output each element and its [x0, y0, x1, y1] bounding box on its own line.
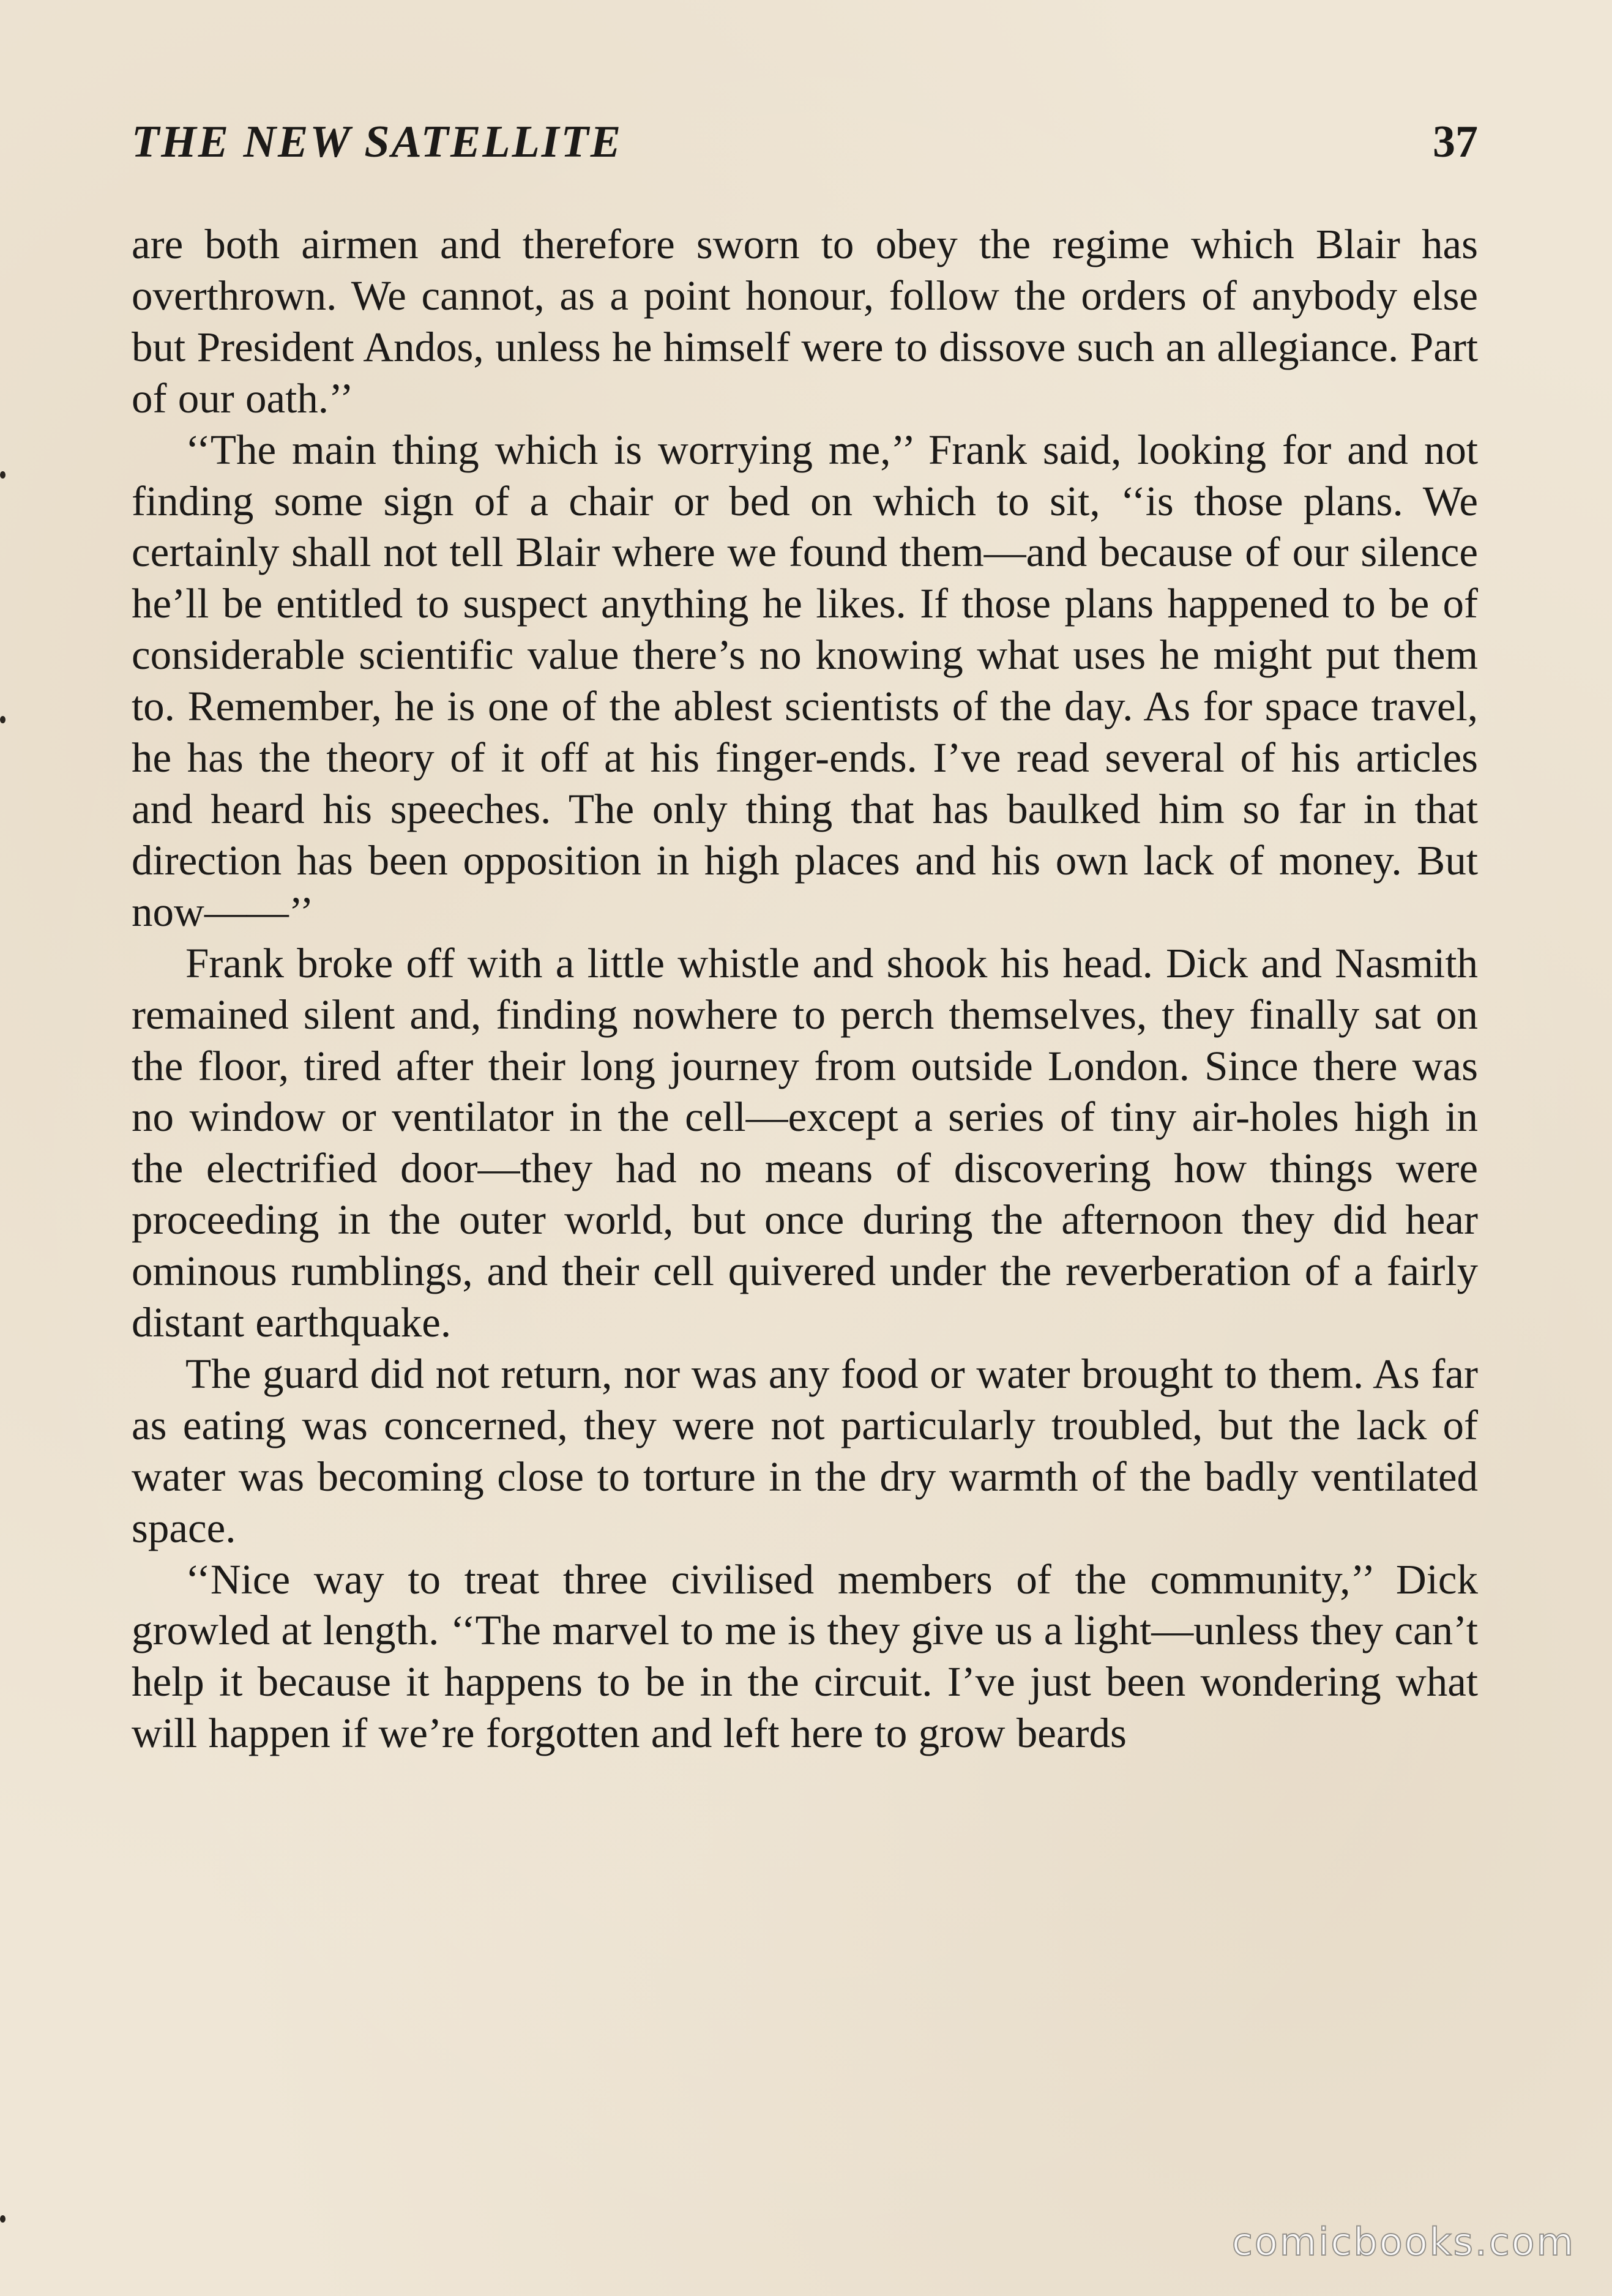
running-head [132, 116, 1478, 177]
paragraph: ‘‘Nice way to treat three civilised members of the community,’’ Dick growled at length. ‘‘The marvel to me is they give us a light—unless they can’t help it because it happens to be in the circuit. I’ve just been wondering what will happen if we’re forgotten and left here to grow beards [132, 1556, 1478, 1757]
site-watermark: comicbooks.com [1231, 2220, 1575, 2264]
paragraph: ‘‘The main thing which is worrying me,’’ Frank said, looking for and not finding some sign of a chair or bed on which to sit, ‘‘is those plans. We certainly shall not tell Blair where we found them—and because of our silence he’ll be entitled to suspect anything he likes. If those plans happened to be of considerable scientific value there’s no knowing what uses he might put them to. Remember, he is one of the ablest scientists of the day. As for space travel, he has the theory of it off at his finger-ends. I’ve read several of his articles and heard his speeches. The only thing that has baulked him so far in that direction has been opposition in high places and his own lack of money. But now——’’ [132, 426, 1478, 935]
binding-mark [0, 471, 6, 479]
running-title: THE NEW SATELLITE [132, 117, 623, 167]
page-number: 37 [1433, 117, 1478, 167]
paragraph: Frank broke off with a little whistle and shook his head. Dick and Nasmith remained silent and, finding nowhere to perch themselves, they finally sat on the floor, tired after their long journey from outside London. Since there was no window or ventilator in the cell—except a series of tiny air-holes high in the electrified door—they had no means of discovering how things were proceeding in the outer world, but once during the afternoon they did hear ominous rumblings, and their cell quivered under the reverberation of a fairly distant earthquake. [132, 939, 1478, 1346]
paragraph: are both airmen and therefore sworn to obey the regime which Blair has overthrown. We cannot, as a point honour, follow the orders of anybody else but President Andos, unless he himself were to dissove such an allegiance. Part of our oath.’’ [132, 221, 1478, 422]
book-page [132, 116, 1478, 1759]
binding-mark [0, 2215, 6, 2223]
paragraph: The guard did not return, nor was any food or water brought to them. As far as eating was concerned, they were not particularly troubled, but the lack of water was becoming close to torture in the dry warmth of the badly ventilated space. [132, 1350, 1478, 1551]
binding-mark [0, 716, 6, 723]
body-text [132, 219, 1478, 1759]
